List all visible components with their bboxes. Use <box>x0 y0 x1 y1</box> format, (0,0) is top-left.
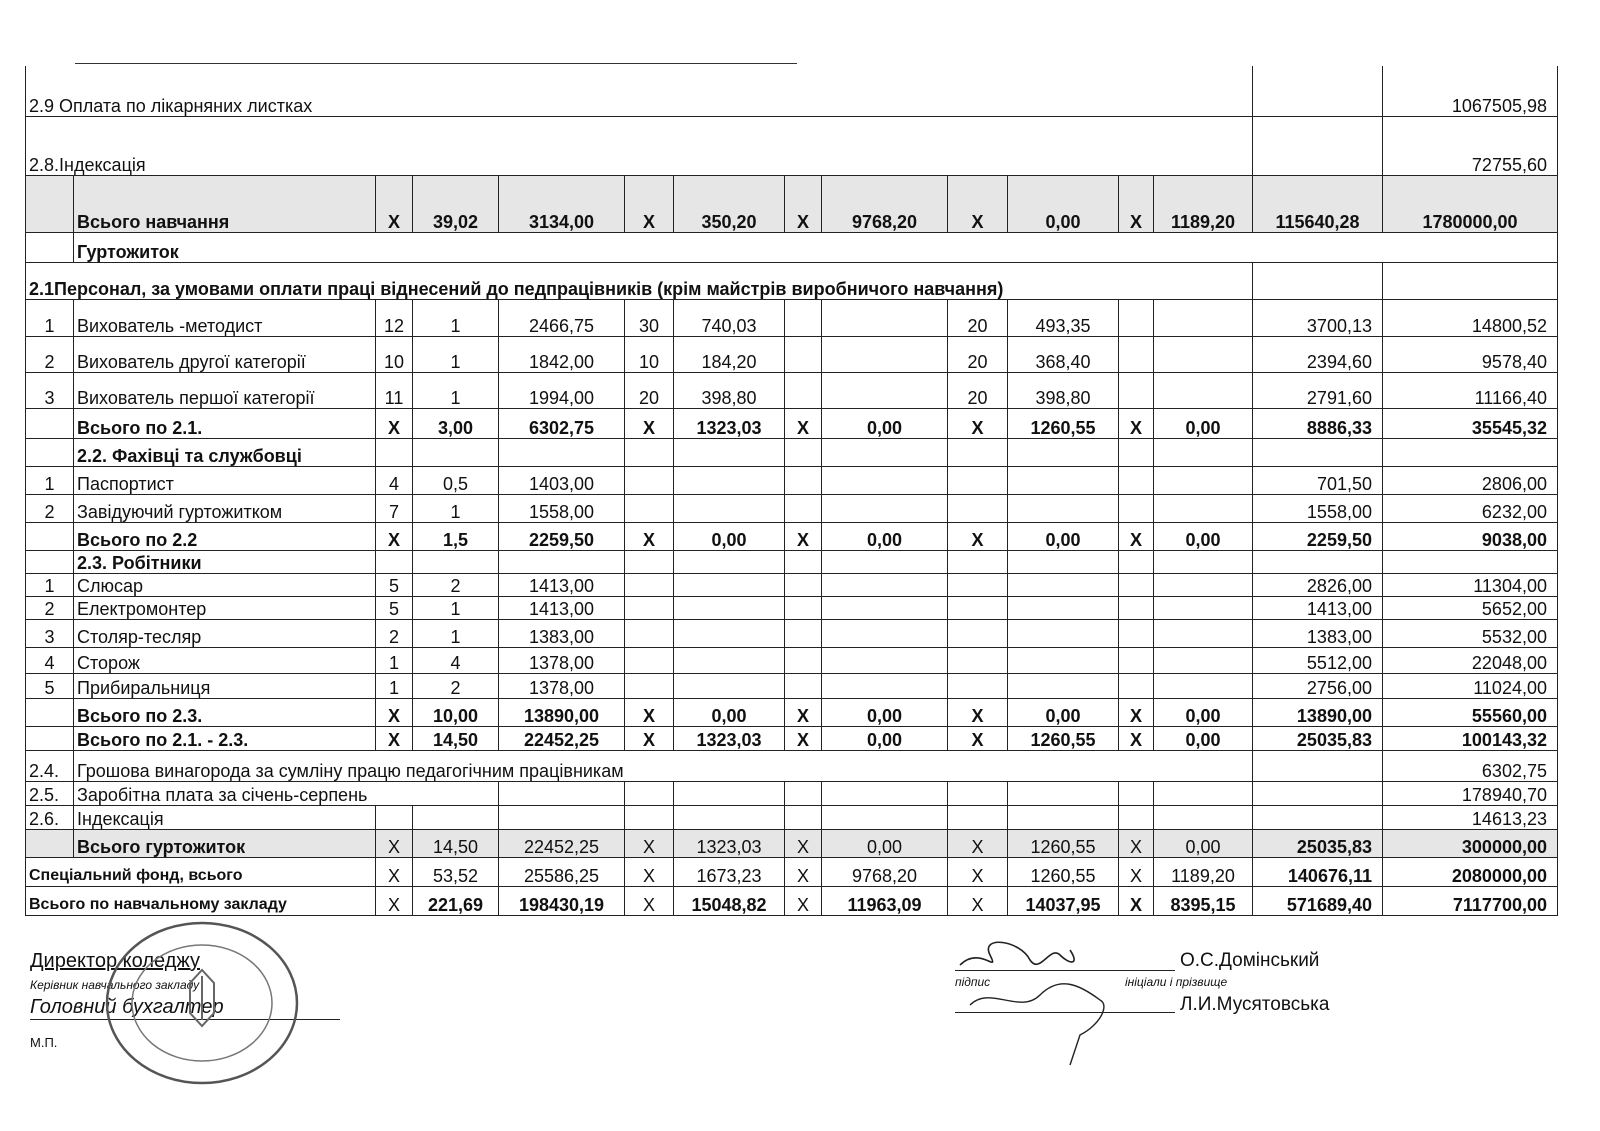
row-total-23: Всього по 2.3. X 10,00 13890,00 X 0,00 X 0,00 X 0,00 X 0,00 13890,00 55560,00 <box>26 698 1558 726</box>
row-total: 1067505,98 <box>1383 66 1558 116</box>
row-indexation <box>26 116 1558 175</box>
row-indexation-dorm: 2.6. Індексація 14613,23 <box>26 805 1558 829</box>
sign-caption: підпис <box>955 975 991 989</box>
section-title: Гуртожиток <box>74 232 1558 262</box>
accountant-title: Головний бухгалтер <box>30 996 340 1020</box>
initials-caption: ініціали і прізвище <box>1125 975 1228 989</box>
head-caption: Керівник навчального закладу <box>30 978 200 992</box>
handwritten-signature <box>950 935 1150 1075</box>
table-row: 2 Електромонтер 5 1 1413,00 1413,00 5652,00 <box>26 596 1558 619</box>
row-total-21: Всього по 2.1. X 3,00 6302,75 X 1323,03 X 0,00 X 1260,55 X 0,00 8886,33 35545,32 <box>26 408 1558 438</box>
table-row: 2 Завідуючий гуртожитком 7 1 1558,00 1558,00 6232,00 <box>26 494 1558 522</box>
salary-table <box>25 66 1558 916</box>
row-section-22 <box>26 438 1558 466</box>
table-row: 1 Слюсар 5 2 1413,00 2826,00 11304,00 <box>26 573 1558 596</box>
section-title: 2.1Персонал, за умовами оплати праці віднесений до педпрацівників (крім майстрів виробничого навчання) <box>26 262 1253 299</box>
row-label: Всього навчання <box>74 175 376 232</box>
director-title: Директор коледжу <box>30 950 200 972</box>
section-title: 2.2. Фахівці та службовці <box>74 438 376 466</box>
row-section-23 <box>26 550 1558 573</box>
table-row: 1 Паспортист 4 0,5 1403,00 701,50 2806,00 <box>26 466 1558 494</box>
row-total: 72755,60 <box>1383 116 1558 175</box>
accountant-name: Л.И.Мусятовська <box>1180 994 1330 1015</box>
row-label: 2.9 Оплата по лікарняних листках <box>26 66 1253 116</box>
row-total-dorm: Всього гуртожиток X 14,50 22452,25 X 1323,03 X 0,00 X 1260,55 X 0,00 25035,83 300000,00 <box>26 829 1558 857</box>
row-label: 2.8.Індексація <box>26 116 1253 175</box>
row-bonus: 2.4. Грошова винагорода за сумліну працю педагогічним працівникам 6302,75 <box>26 750 1558 781</box>
table-row: 4 Сторож 1 4 1378,00 5512,00 22048,00 <box>26 647 1558 673</box>
row-total-training: Всього навчання X 39,02 3134,00 X 350,20 X 9768,20 X 0,00 X 1189,20 115640,28 1780000,00 <box>26 175 1558 232</box>
row-sick-leave <box>26 66 1558 116</box>
row-total-21-23: Всього по 2.1. - 2.3. X 14,50 22452,25 X 1323,03 X 0,00 X 1260,55 X 0,00 25035,83 100143,32 <box>26 726 1558 750</box>
row-total-22: Всього по 2.2 X 1,5 2259,50 X 0,00 X 0,00 X 0,00 X 0,00 2259,50 9038,00 <box>26 522 1558 550</box>
section-title: 2.3. Робітники <box>74 550 376 573</box>
table-row: 5 Прибиральниця 1 2 1378,00 2756,00 11024,00 <box>26 673 1558 698</box>
director-name: О.С.Домінський <box>1180 950 1320 971</box>
table-row: 3 Вихователь першої категорії 11 1 1994,00 20 398,80 20 398,80 2791,60 11166,40 <box>26 372 1558 408</box>
mp-label: М.П. <box>30 1035 58 1050</box>
row-salary-jan-aug: 2.5. Заробітна плата за січень-серпень 178940,70 <box>26 781 1558 805</box>
top-rule <box>75 63 797 64</box>
row-section-21 <box>26 262 1558 299</box>
table-row: 3 Столяр-тесляр 2 1 1383,00 1383,00 5532,00 <box>26 619 1558 647</box>
table-row: 2 Вихователь другої категорії 10 1 1842,00 10 184,20 20 368,40 2394,60 9578,40 <box>26 336 1558 372</box>
row-dorm-title <box>26 232 1558 262</box>
row-special-fund: Спеціальний фонд, всього X 53,52 25586,25 X 1673,23 X 9768,20 X 1260,55 X 1189,20 140676,11 2080000,00 <box>26 857 1558 886</box>
table-row: 1 Вихователь -методист 12 1 2466,75 30 740,03 20 493,35 3700,13 14800,52 <box>26 299 1558 336</box>
stamp-seal <box>102 918 302 1088</box>
row-total-school: Всього по навчальному закладу X 221,69 198430,19 X 15048,82 X 11963,09 X 14037,95 X 8395,15 571689,40 7117700,00 <box>26 886 1558 915</box>
